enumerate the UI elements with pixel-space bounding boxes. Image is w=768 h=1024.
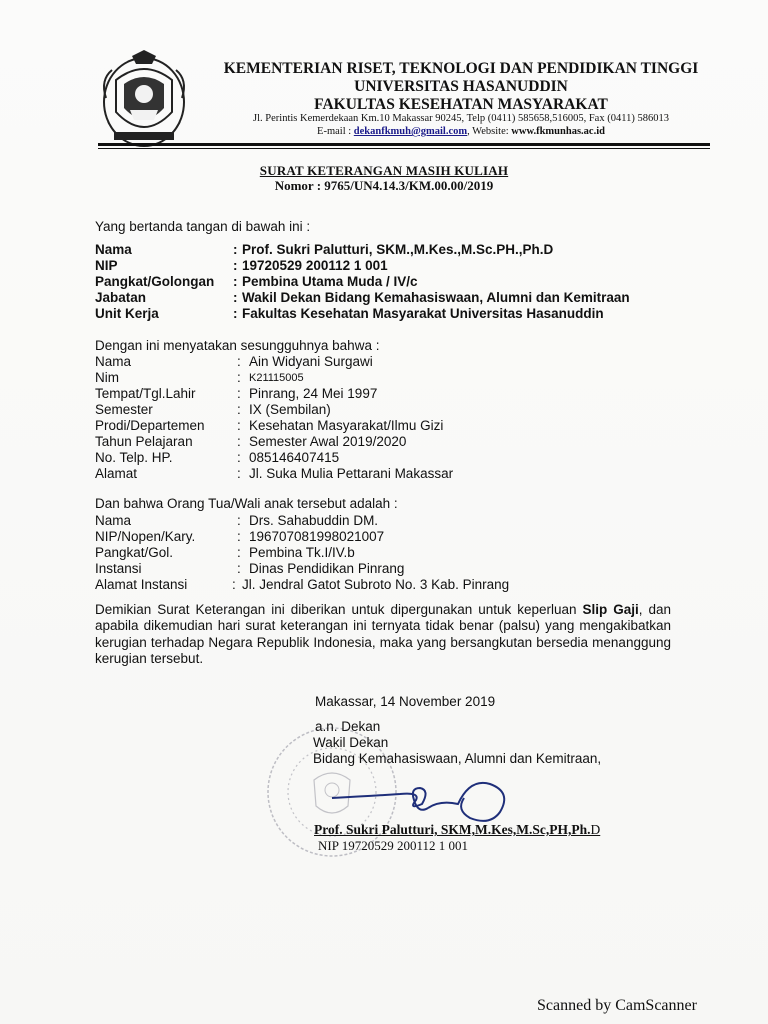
field-value: Drs. Sahabuddin DM.	[249, 513, 379, 528]
field-label: Semester	[95, 402, 153, 417]
field-label: Alamat Instansi	[95, 577, 188, 592]
signatory-name	[314, 822, 600, 838]
field-label: Nama	[95, 354, 132, 369]
field-label: NIP/Nopen/Kary.	[95, 529, 196, 544]
field-value: IX (Sembilan)	[249, 402, 331, 417]
field-value: Jl. Jendral Gatot Subroto No. 3 Kab. Pinrang	[242, 577, 510, 592]
field-value: Prof. Sukri Palutturi, SKM.,M.Kes.,M.Sc.PH.,Ph.D	[242, 242, 554, 257]
university-logo	[96, 50, 192, 150]
field-label: No. Telp. HP.	[95, 450, 173, 465]
field-value: Dinas Pendidikan Pinrang	[249, 561, 405, 576]
field-value: Fakultas Kesehatan Masyarakat Universitas Hasanuddin	[242, 306, 604, 321]
field-value: 085146407415	[249, 450, 340, 465]
faculty-name: FAKULTAS KESEHATAN MASYARAKAT	[314, 96, 608, 113]
on-behalf: a.n. Dekan	[315, 719, 381, 734]
field-label: Pangkat/Golongan	[95, 274, 215, 289]
field-value: Pembina Utama Muda / IV/c	[242, 274, 418, 289]
closing-purpose: Slip Gaji	[582, 602, 639, 617]
field-label: Instansi	[95, 561, 142, 576]
field-value: Pembina Tk.I/IV.b	[249, 545, 355, 560]
field-label: Nim	[95, 370, 119, 385]
field-value: Jl. Suka Mulia Pettarani Makassar	[249, 466, 454, 481]
website-label: , Website:	[467, 126, 512, 137]
field-value: Kesehatan Masyarakat/Ilmu Gizi	[249, 418, 444, 433]
faculty-address: Jl. Perintis Kemerdekaan Km.10 Makassar 90245, Telp (0411) 585658,516005, Fax (0411) 586013	[253, 113, 669, 124]
field-label: Nama	[95, 242, 132, 257]
document-page: KEMENTERIAN RISET, TEKNOLOGI DAN PENDIDIKAN TINGGI UNIVERSITAS HASANUDDIN FAKULTAS KESEHATAN MASYARAKAT Jl. Perintis Kemerdekaan Km.10 Makassar 90245, Telp (0411) 585658,516005, Fax (0411) 586013 E-mail : dekanfkmuh@gmail.com, Website: www.fkmunhas.ac.id SURAT KETERANGAN MASIH KULIAH Nomor : 9765/UN4.14.3/KM.00.00/2019 Yang bertanda tangan di bawah ini : Nama : Prof. Sukri Palutturi, SKM.,M.Kes.,M.Sc.PH.,Ph.D NIP : 19720529 200112 1 001 Pangkat/Golongan : Pembina Utama Muda / IV/c Jabatan : Wakil Dekan Bidang Kemahasiswaan, Alumni dan Kemitraan Unit Kerja : Fakultas Kesehatan Masyarakat Universitas Hasanuddin Dengan ini menyatakan sesungguhnya bahwa : Nama : Ain Widyani Surgawi Nim : K21115005 Tempat/Tgl.Lahir : Pinrang, 24 Mei 1997 Semester : IX (Sembilan) Prodi/Departemen : Kesehatan Masyarakat/Ilmu Gizi Tahun Pelajaran : Semester Awal 2019/2020 No. Telp. HP. : 085146407415 Alamat : Jl. Suka Mulia Pettarani Makassar Dan bahwa Orang Tua/Wali anak tersebut adalah : Nama : Drs. Sahabuddin DM. NIP/Nopen/Kary. : 196707081998021007 Pangkat/Gol. : Pembina Tk.I/IV.b Instansi : Dinas Pendidikan Pinrang Alamat Instansi : Jl. Jendral Gatot Subroto No. 3 Kab. Pinrang Demikian Surat Keterangan ini diberikan untuk dipergunakan untuk keperluan Slip Gaji, dan apabila dikemudian hari surat keterangan ini ternyata tidak benar (palsu) yang mengakibatkan kerugian terhadap Negara Republik Indonesia, maka yang bersangkutan bersedia menanggung kerugian tersebut. Makassar, 14 November 2019 a.n. Dekan Wakil Dekan Bidang Kemahasiswaan, Alumni dan Kemitraan, Prof. Sukri Palutturi, SKM,M.Kes,M.Sc,PH,Ph.D NIP 19720529 200112 1 001 Scanned by CamScanner	[0, 0, 768, 1024]
closing-paragraph	[95, 602, 671, 667]
field-label: Jabatan	[95, 290, 147, 305]
field-value: 196707081998021007	[249, 529, 385, 544]
field-value: Semester Awal 2019/2020	[249, 434, 407, 449]
document-number: Nomor : 9765/UN4.14.3/KM.00.00/2019	[274, 178, 494, 193]
parent-intro: Dan bahwa Orang Tua/Wali anak tersebut adalah :	[95, 496, 398, 511]
header-rule-thin	[98, 148, 710, 149]
field-label: Prodi/Departemen	[95, 418, 205, 433]
place-date: Makassar, 14 November 2019	[315, 694, 496, 709]
field-label: Pangkat/Gol.	[95, 545, 174, 560]
field-value: K21115005	[249, 372, 304, 384]
closing-text-before: Demikian Surat Keterangan ini diberikan untuk dipergunakan untuk keperluan	[95, 602, 583, 617]
document-title: SURAT KETERANGAN MASIH KULIAH	[259, 163, 509, 178]
field-label: Unit Kerja	[95, 306, 159, 321]
field-label: Nama	[95, 513, 132, 528]
website-link[interactable]: www.fkmunhas.ac.id	[511, 126, 605, 137]
signatory-nip: NIP 19720529 200112 1 001	[318, 838, 468, 853]
handwritten-signature	[330, 770, 530, 830]
signatory-position: Wakil Dekan	[313, 735, 389, 750]
field-value: Ain Widyani Surgawi	[249, 354, 373, 369]
email-label: E-mail :	[317, 126, 354, 137]
field-label: Alamat	[95, 466, 138, 481]
signatory-name-tail: D	[590, 822, 601, 837]
field-value: Pinrang, 24 Mei 1997	[249, 386, 378, 401]
ministry-name: KEMENTERIAN RISET, TEKNOLOGI DAN PENDIDIKAN TINGGI	[223, 60, 699, 77]
email-link[interactable]: dekanfkmuh@gmail.com	[353, 126, 468, 137]
header-rule-thick	[98, 143, 710, 146]
field-value: 19720529 200112 1 001	[242, 258, 388, 273]
university-name: UNIVERSITAS HASANUDDIN	[354, 78, 568, 95]
signatory-name-main: Prof. Sukri Palutturi, SKM,M.Kes,M.Sc,PH,Ph.	[314, 822, 591, 837]
scanner-watermark: Scanned by CamScanner	[537, 997, 697, 1014]
field-label: NIP	[95, 258, 118, 273]
signatory-position-detail: Bidang Kemahasiswaan, Alumni dan Kemitraan,	[313, 751, 602, 766]
field-label: Tempat/Tgl.Lahir	[95, 386, 196, 401]
student-intro: Dengan ini menyatakan sesungguhnya bahwa :	[95, 338, 380, 353]
field-value: Wakil Dekan Bidang Kemahasiswaan, Alumni dan Kemitraan	[242, 290, 630, 305]
closing-text-after: , dan apabila dikemudian hari surat keterangan ini ternyata tidak benar (palsu) yang mengakibatkan kerugian terhadap Negara Republik Indonesia, maka yang bersangkutan bersedia menanggung kerugian tersebut.	[95, 602, 671, 666]
signatory-intro: Yang bertanda tangan di bawah ini :	[95, 219, 311, 234]
field-label: Tahun Pelajaran	[95, 434, 193, 449]
contact-line	[196, 126, 726, 137]
